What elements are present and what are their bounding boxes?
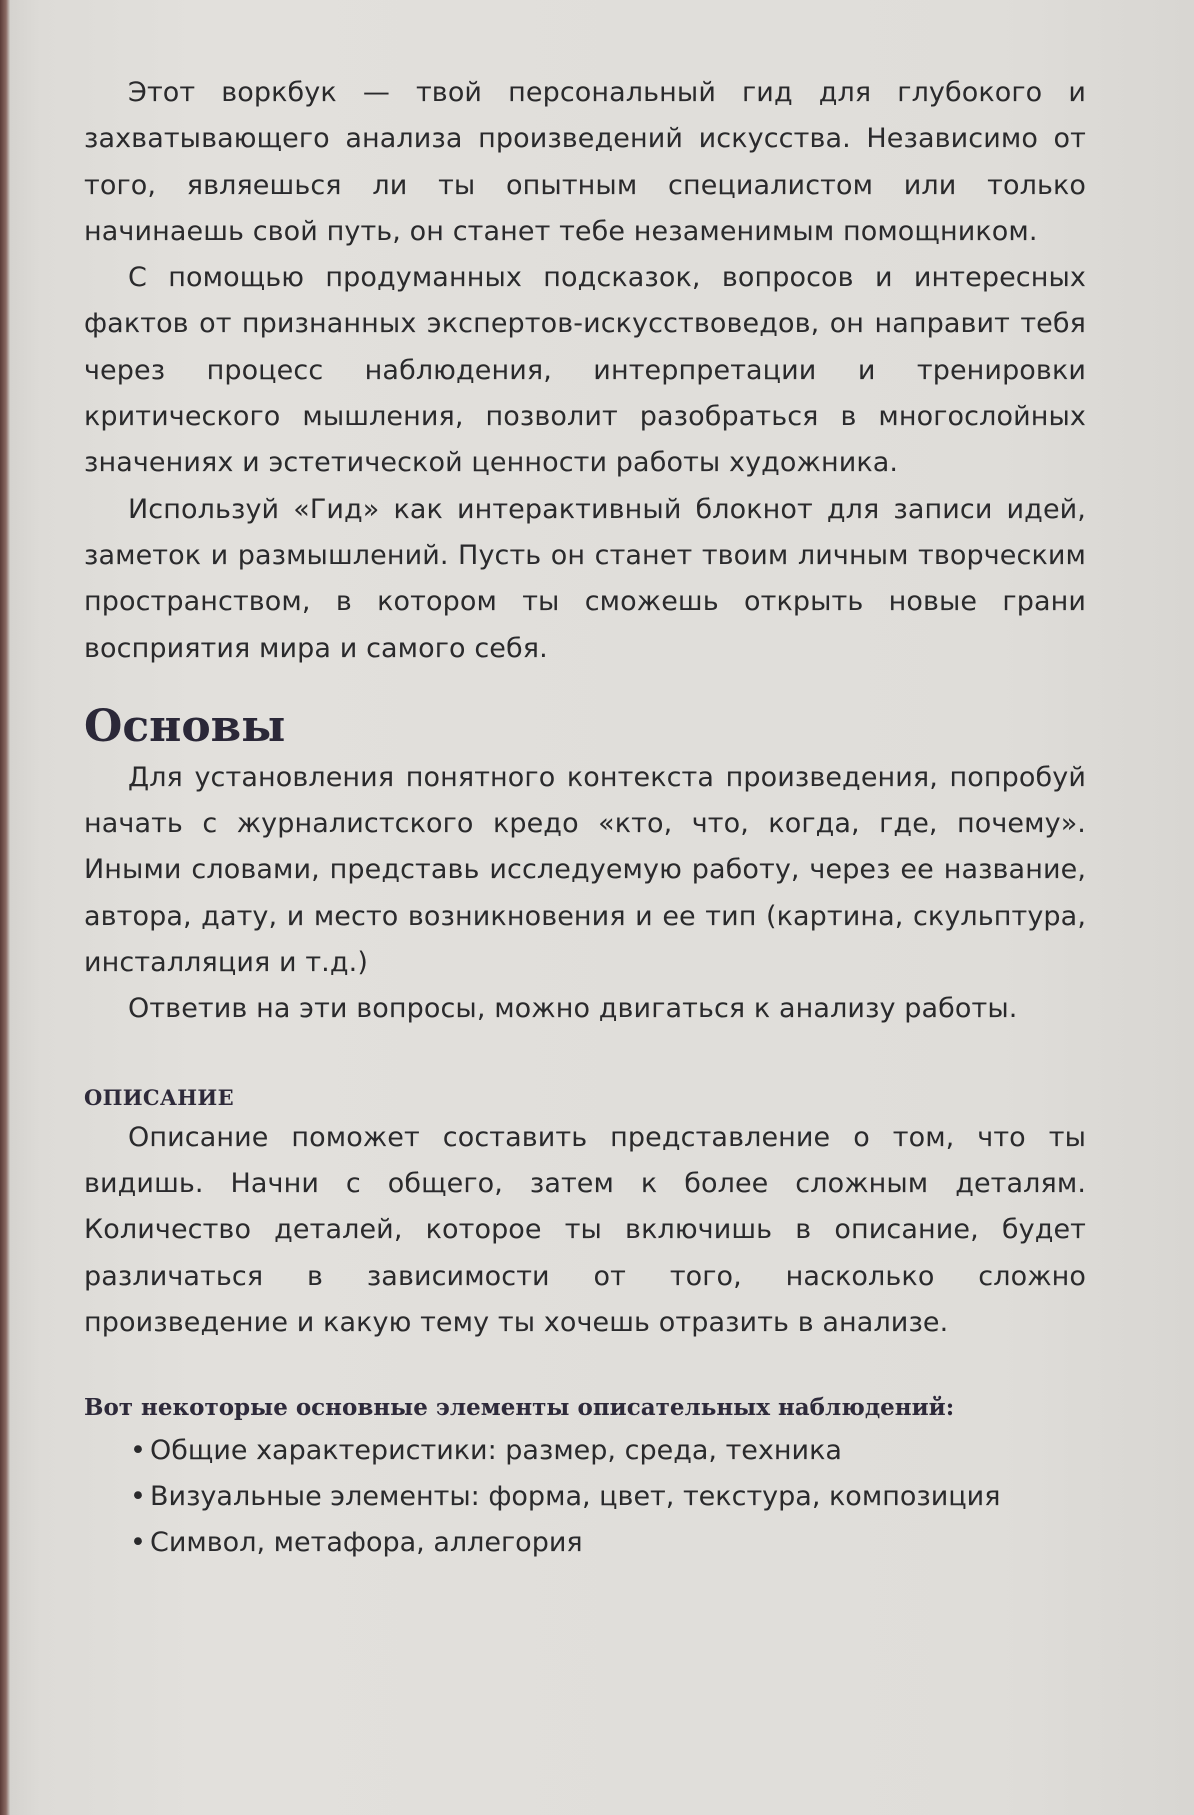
list-item-text: Визуальные элементы: форма, цвет, текстура, композиция — [150, 1481, 1001, 1513]
list-item-text: Символ, метафора, аллегория — [150, 1527, 583, 1559]
section-heading-basics: Основы — [84, 700, 286, 752]
list-item — [130, 1474, 1086, 1520]
list-title: Вот некоторые основные элементы описательных наблюдений: — [84, 1394, 955, 1422]
bullet-icon: • — [130, 1527, 146, 1559]
page-spine-edge — [0, 0, 10, 1815]
subheading-description: ОПИСАНИЕ — [84, 1084, 234, 1110]
page-content — [84, 70, 1086, 1566]
bullet-icon: • — [130, 1481, 146, 1513]
intro-paragraph-1: Этот воркбук — твой персональный гид для глубокого и захватывающего анализа произведений искусства. Независимо от того, являешься ли ты опытным специалистом или только начинаешь свой путь, он станет тебе незаменимым помощником. — [84, 77, 1086, 247]
observation-list — [84, 1428, 1086, 1566]
basics-paragraph-1: Для установления понятного контекста произведения, попробуй начать с журналистского кредо «кто, что, когда, где, почему». Иными словами, представь исследуемую работу, через ее название, автора, дату, и место возникновения и ее тип (картина, скульптура, инсталляция и т.д.) — [84, 761, 1086, 979]
list-item — [130, 1428, 1086, 1474]
list-item-text: Общие характеристики: размер, среда, техника — [150, 1435, 842, 1467]
intro-paragraph-2: С помощью продуманных подсказок, вопросов и интересных фактов от признанных экспертов-искусствоведов, он направит тебя через процесс наблюдения, интерпретации и тренировки критического мышления, позволит разобраться в многослойных значениях и эстетической ценности работы художника. — [84, 262, 1086, 479]
basics-paragraph-2: Ответив на эти вопросы, можно двигаться к анализу работы. — [128, 993, 1018, 1025]
intro-paragraph-3: Используй «Гид» как интерактивный блокнот для записи идей, заметок и размышлений. Пусть он станет твоим личным творческим пространством, в котором ты сможешь открыть новые грани восприятия мира и самого себя. — [84, 493, 1086, 664]
description-paragraph: Описание поможет составить представление о том, что ты видишь. Начни с общего, затем к более сложным деталям. Количество деталей, которое ты включишь в описание, будет различаться в зависимости от того, насколько сложно произведение и какую тему ты хочешь отразить в анализе. — [84, 1121, 1086, 1338]
list-item — [130, 1520, 1086, 1566]
bullet-icon: • — [130, 1435, 146, 1467]
